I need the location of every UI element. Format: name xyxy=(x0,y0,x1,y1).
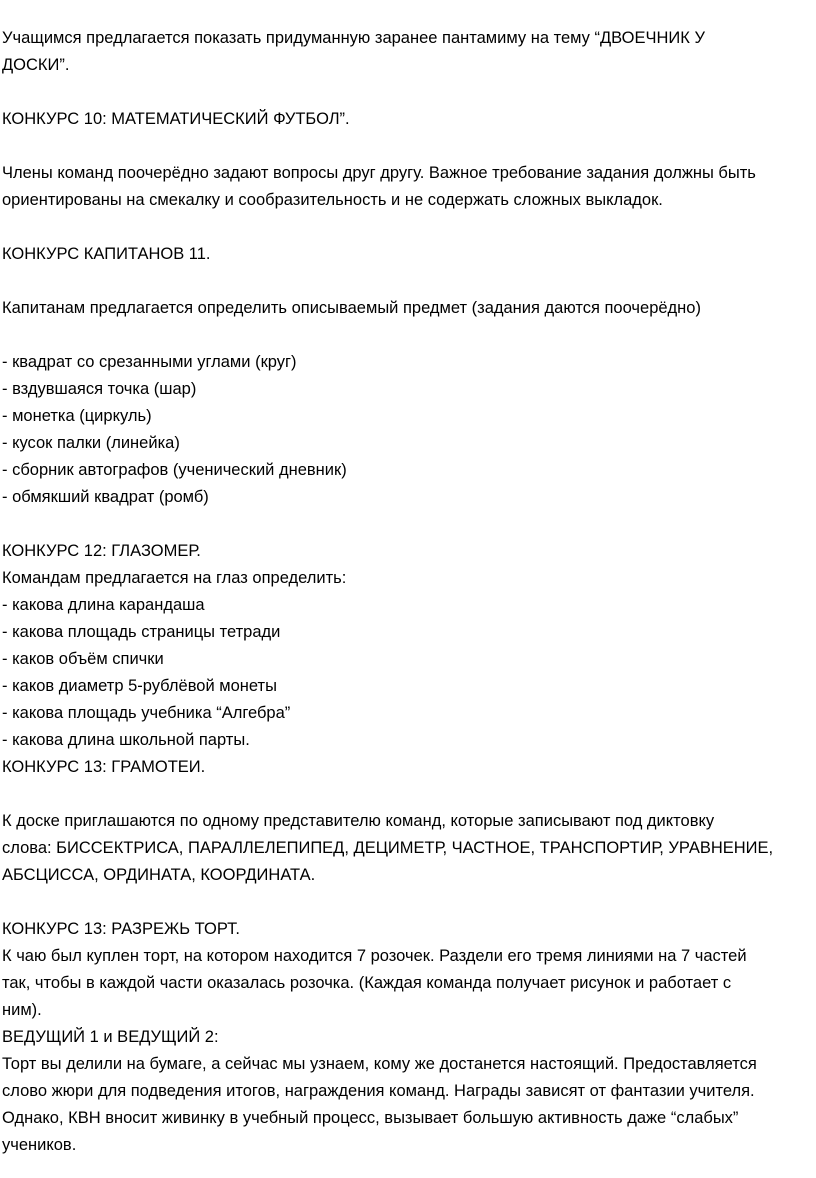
list-item: - монетка (циркуль) xyxy=(2,407,152,425)
paragraph-line: К доске приглашаются по одному представителю команд, которые записывают под диктовку xyxy=(2,812,715,830)
paragraph-line: АБСЦИССА, ОРДИНАТА, КООРДИНАТА. xyxy=(2,866,316,884)
list-item: - квадрат со срезанными углами (круг) xyxy=(2,353,297,371)
spacer xyxy=(2,268,814,295)
list-item: - какова площадь страницы тетради xyxy=(2,623,281,641)
paragraph-line: так, чтобы в каждой части оказалась розочка. (Каждая команда получает рисунок и работает с xyxy=(2,974,732,992)
paragraph-line: учеников. xyxy=(2,1136,77,1154)
spacer xyxy=(2,79,814,106)
hosts-heading: ВЕДУЩИЙ 1 и ВЕДУЩИЙ 2: xyxy=(2,1028,219,1046)
list-item: - вздувшаяся точка (шар) xyxy=(2,380,197,398)
spacer xyxy=(2,214,814,241)
list-item: - каков объём спички xyxy=(2,650,164,668)
spacer xyxy=(2,781,814,808)
paragraph-line: Торт вы делили на бумаге, а сейчас мы узнаем, кому же достанется настоящий. Предоставляется xyxy=(2,1055,757,1073)
paragraph-line: ним). xyxy=(2,1001,42,1019)
spacer xyxy=(2,133,814,160)
list-item: - какова длина школьной парты. xyxy=(2,731,250,749)
contest-11-heading: КОНКУРС КАПИТАНОВ 11. xyxy=(2,245,211,263)
list-item: - обмякший квадрат (ромб) xyxy=(2,488,209,506)
paragraph-line: К чаю был куплен торт, на котором находится 7 розочек. Раздели его тремя линиями на 7 частей xyxy=(2,947,747,965)
list-item: - какова длина карандаша xyxy=(2,596,205,614)
paragraph-line: Командам предлагается на глаз определить: xyxy=(2,569,347,587)
spacer xyxy=(2,322,814,349)
list-item: - кусок палки (линейка) xyxy=(2,434,180,452)
list-item: - сборник автографов (ученический дневник) xyxy=(2,461,347,479)
spacer xyxy=(2,511,814,538)
paragraph-line: Капитанам предлагается определить описываемый предмет (задания даются поочерёдно) xyxy=(2,299,701,317)
paragraph-line: Учащимся предлагается показать придуманную заранее пантамиму на тему “ДВОЕЧНИК У xyxy=(2,29,705,47)
contest-13-cake-heading: КОНКУРС 13: РАЗРЕЖЬ ТОРТ. xyxy=(2,920,240,938)
contest-10-heading: КОНКУРС 10: МАТЕМАТИЧЕСКИЙ ФУТБОЛ”. xyxy=(2,110,350,128)
list-item: - каков диаметр 5-рублёвой монеты xyxy=(2,677,277,695)
contest-13-heading: КОНКУРС 13: ГРАМОТЕИ. xyxy=(2,758,206,776)
paragraph-line: слово жюри для подведения итогов, награждения команд. Награды зависят от фантазии учителя. xyxy=(2,1082,755,1100)
paragraph-line: ДОСКИ”. xyxy=(2,56,70,74)
paragraph-line: ориентированы на смекалку и сообразительность и не содержать сложных выкладок. xyxy=(2,191,663,209)
contest-12-heading: КОНКУРС 12: ГЛАЗОМЕР. xyxy=(2,542,201,560)
paragraph-line: слова: БИССЕКТРИСА, ПАРАЛЛЕЛЕПИПЕД, ДЕЦИМЕТР, ЧАСТНОЕ, ТРАНСПОРТИР, УРАВНЕНИЕ, xyxy=(2,839,774,857)
document-page xyxy=(2,25,814,1159)
list-item: - какова площадь учебника “Алгебра” xyxy=(2,704,291,722)
spacer xyxy=(2,889,814,916)
paragraph-line: Члены команд поочерёдно задают вопросы друг другу. Важное требование задания должны быть xyxy=(2,164,756,182)
paragraph-line: Однако, КВН вносит живинку в учебный процесс, вызывает большую активность даже “слабых” xyxy=(2,1109,739,1127)
